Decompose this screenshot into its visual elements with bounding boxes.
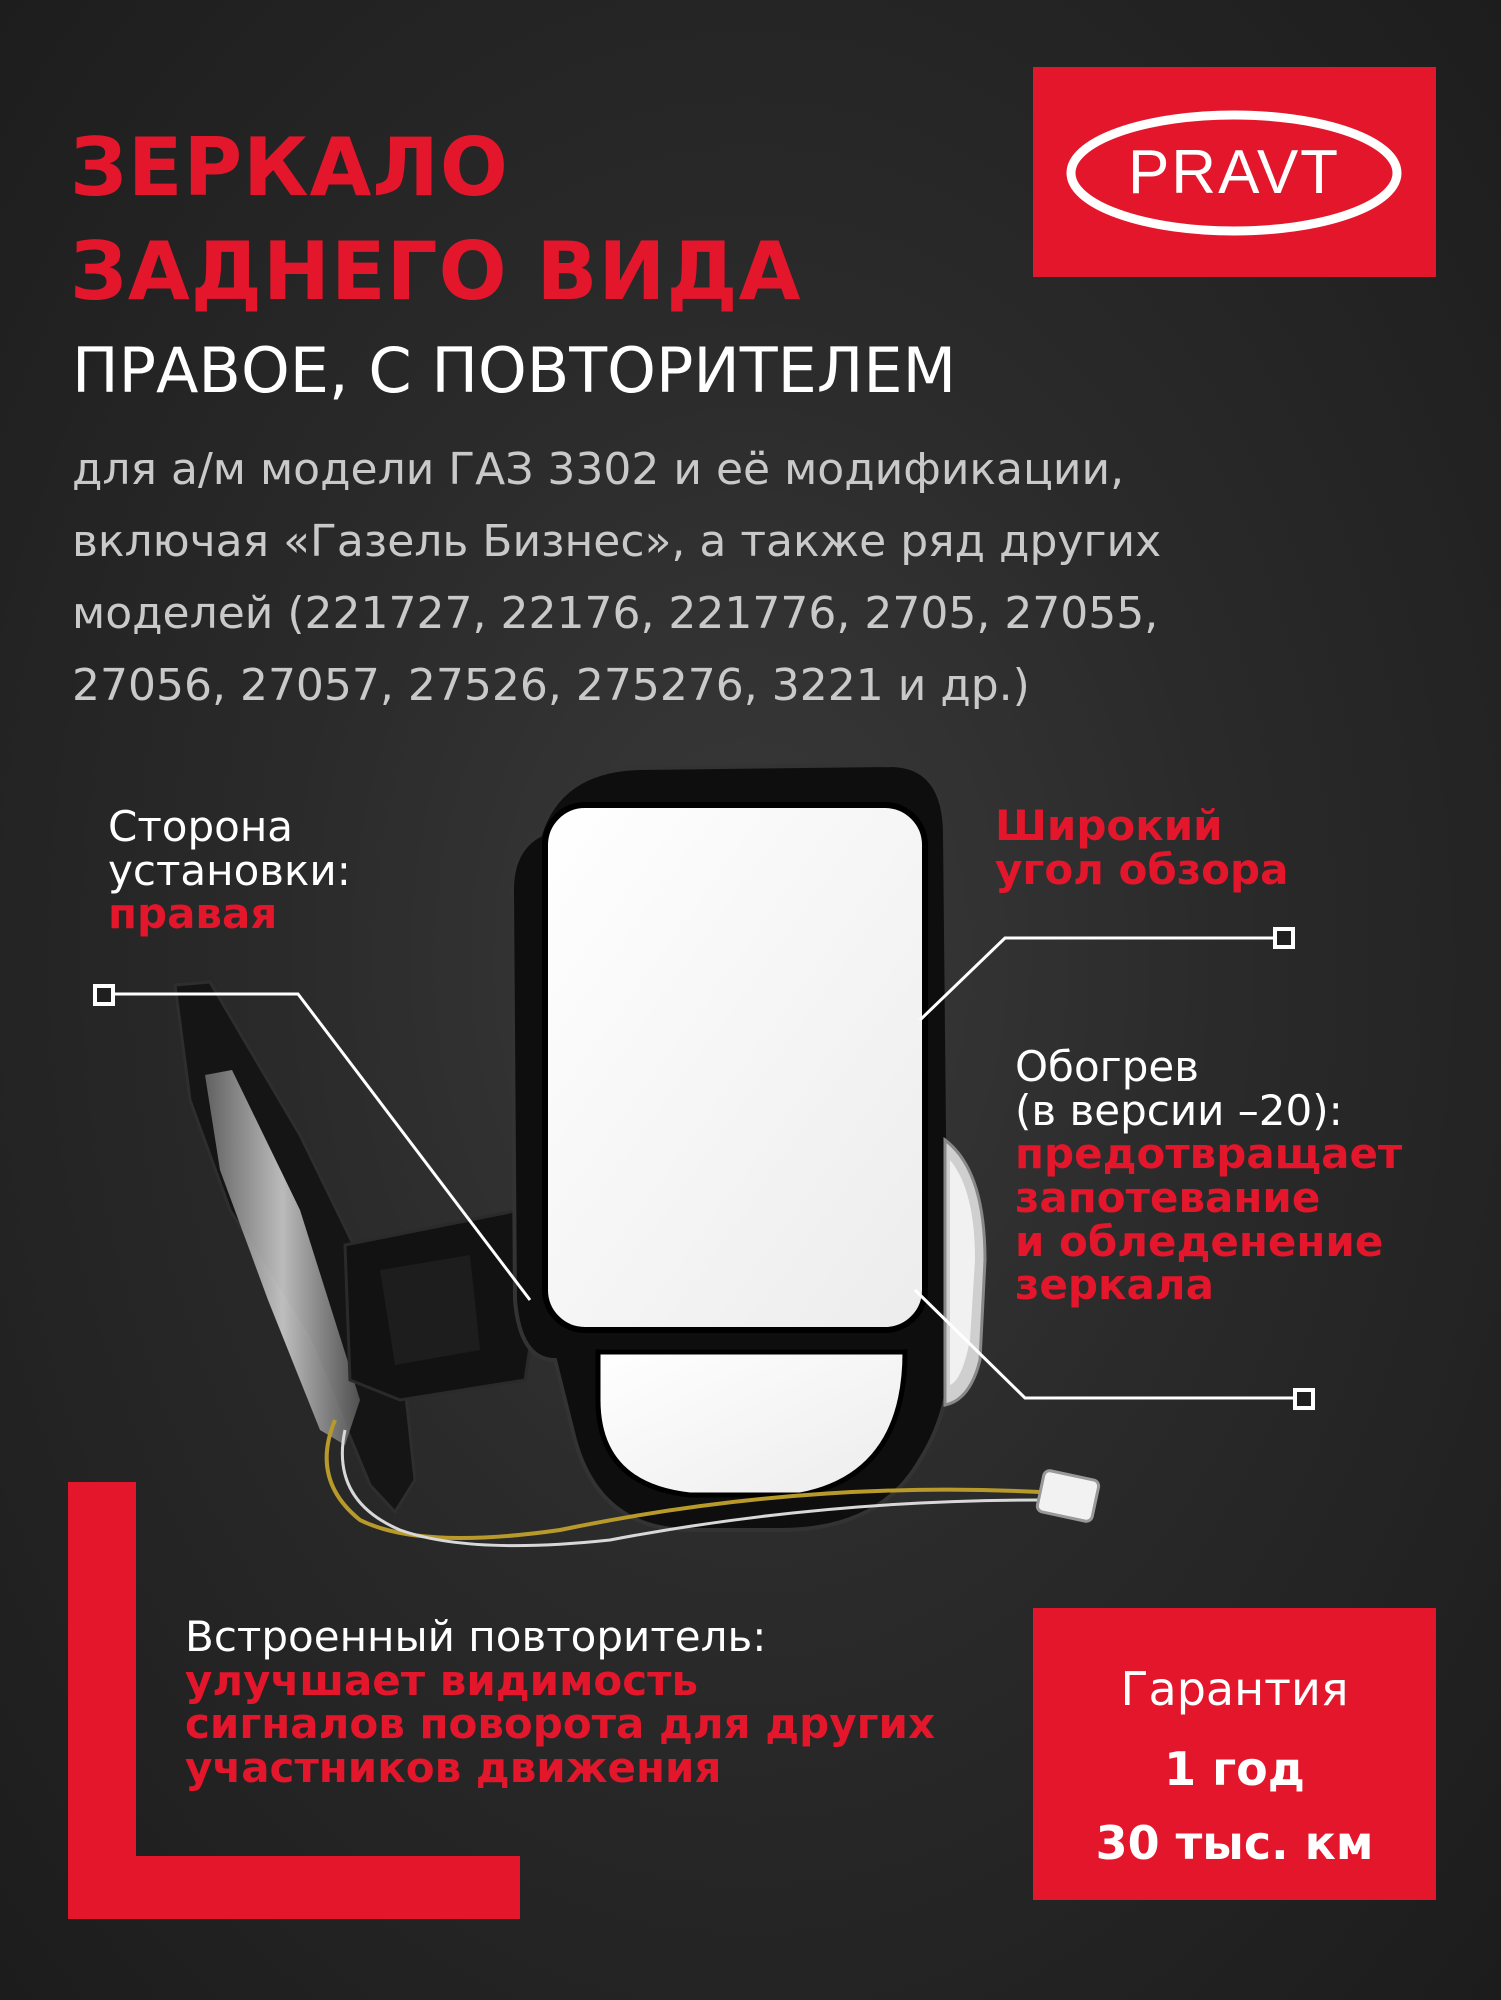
- callout-angle: [995, 801, 1289, 894]
- logo-text: PRAVT: [1127, 138, 1341, 207]
- title-line-1: ЗЕРКАЛО: [70, 121, 509, 214]
- warranty-mileage: 30 тыс. км: [1095, 1816, 1374, 1870]
- description-line-3: моделей (221727, 22176, 221776, 2705, 27055,: [72, 588, 1159, 639]
- marker-heating: [1295, 1390, 1313, 1408]
- accent-bar-vertical: [68, 1482, 136, 1919]
- description-line-4: 27056, 27057, 27526, 275276, 3221 и др.): [72, 660, 1030, 711]
- subtitle: ПРАВОЕ, С ПОВТОРИТЕЛЕМ: [72, 334, 957, 407]
- callout-heating-line-1: Обогрев: [1015, 1042, 1199, 1091]
- leader-line-side: [110, 994, 530, 1300]
- callout-angle-line-1: Широкий: [995, 801, 1223, 850]
- callout-side-value: правая: [108, 889, 278, 939]
- callout-repeater: [185, 1612, 936, 1793]
- callout-heating-value-1: предотвращает: [1015, 1129, 1403, 1179]
- accent-bar-horizontal: [68, 1856, 520, 1919]
- callout-heating-value-3: и обледенение: [1015, 1216, 1384, 1266]
- leader-line-angle: [920, 938, 1280, 1020]
- marker-angle: [1275, 929, 1293, 947]
- callout-repeater-value-1: улучшает видимость: [185, 1655, 699, 1705]
- warranty-label: Гарантия: [1120, 1662, 1349, 1716]
- callout-repeater-value-2: сигналов поворота для других: [185, 1699, 936, 1749]
- callout-heating-line-2: (в версии –20):: [1015, 1085, 1343, 1135]
- callout-angle-line-2: угол обзора: [995, 844, 1289, 894]
- callout-side-line-2: установки:: [108, 845, 351, 895]
- callout-repeater-value-3: участников движения: [185, 1743, 722, 1793]
- callout-heating: [1015, 1042, 1403, 1310]
- callout-side-line-1: Сторона: [108, 802, 294, 851]
- title-line-2: ЗАДНЕГО ВИДА: [70, 225, 802, 318]
- warranty-box: [1033, 1608, 1436, 1900]
- description-line-1: для а/м модели ГАЗ 3302 и её модификации,: [72, 444, 1125, 495]
- marker-side: [95, 986, 113, 1004]
- callout-repeater-line-1: Встроенный повторитель:: [185, 1612, 767, 1661]
- callout-heating-value-4: зеркала: [1015, 1260, 1214, 1310]
- warranty-period: 1 год: [1164, 1742, 1305, 1796]
- callout-heating-value-2: запотевание: [1015, 1173, 1321, 1223]
- callout-side: [108, 802, 351, 939]
- description-line-2: включая «Газель Бизнес», а также ряд других: [72, 516, 1162, 567]
